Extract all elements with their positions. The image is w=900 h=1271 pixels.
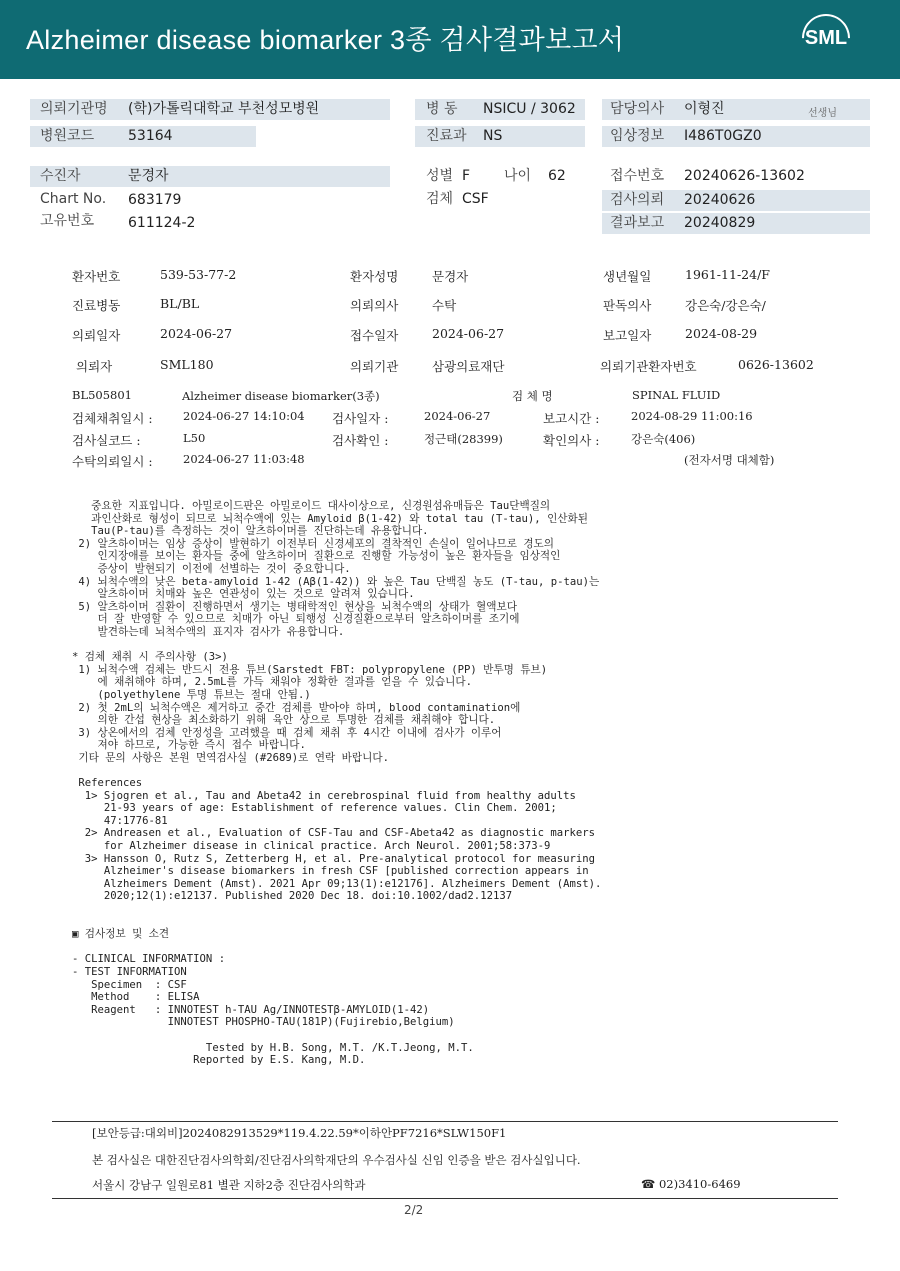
receipt-label: 접수번호 bbox=[610, 168, 665, 184]
id-value: 611124-2 bbox=[128, 215, 196, 231]
body-line: 1> Sjogren et al., Tau and Abeta42 in cerebrospinal fluid from healthy adults bbox=[72, 789, 576, 802]
security-line: [보안등급:대외비]2024082913529*119.4.22.59*이하안PF7216*SLW150F1 bbox=[92, 1126, 507, 1140]
body-line: 기타 문의 사항은 본원 면역검사실 (#2689)로 연락 바랍니다. bbox=[72, 751, 389, 764]
form-value: 2024-06-27 bbox=[432, 326, 505, 341]
confirm-label: 검사확인 : bbox=[332, 433, 389, 448]
body-line: 3> Hansson O, Rutz S, Zetterberg H, et al. Pre-analytical protocol for measuring bbox=[72, 852, 595, 865]
age-value: 62 bbox=[548, 168, 566, 184]
patient-value: 문경자 bbox=[128, 168, 169, 184]
body-line: 인지장애를 보이는 환자들 중에 알츠하이머 질환으로 진행할 가능성이 높은 환자들을 임상적인 bbox=[72, 550, 561, 563]
clinical-value: I486T0GZ0 bbox=[684, 128, 762, 144]
patient-label: 수진자 bbox=[40, 168, 81, 184]
body-line: (polyethylene 투명 튜브는 절대 안됨.) bbox=[72, 688, 311, 701]
body-line bbox=[72, 1029, 601, 1042]
test-name: Alzheimer disease biomarker(3종) bbox=[182, 389, 380, 403]
body-line: 2) 첫 2mL의 뇌척수액은 제거하고 중간 검체를 받아야 하며, blood contamination에 bbox=[72, 701, 521, 714]
form-label: 의뢰기관환자번호 bbox=[600, 359, 697, 374]
certification-line: 본 검사실은 대한진단검사의학회/진단검사의학재단의 우수검사실 신임 인증을 받은 검사실입니다. bbox=[92, 1153, 581, 1167]
body-line bbox=[72, 941, 601, 954]
body-line: * 검체 채취 시 주의사항 (3>) bbox=[72, 651, 228, 664]
body-line: 증상이 발현되기 이전에 선별하는 것이 중요합니다. bbox=[72, 562, 351, 575]
form-label: 진료병동 bbox=[72, 298, 121, 313]
body-line: Alzheimer's disease biomarkers in fresh CSF [published correction appears in bbox=[72, 865, 589, 878]
report-value: 20240829 bbox=[684, 215, 756, 231]
form-label: 생년월일 bbox=[603, 269, 652, 284]
report-label: 결과보고 bbox=[610, 215, 665, 231]
specimen-name: SPINAL FLUID bbox=[632, 388, 721, 402]
form-value: 수탁 bbox=[432, 298, 457, 313]
form-label: 접수일자 bbox=[350, 328, 399, 343]
form-label: 환자성명 bbox=[350, 269, 399, 284]
patient-bar bbox=[30, 166, 390, 187]
body-line: 2) 알츠하이머는 임상 증상이 발현하기 이전부터 신경세포의 결착적인 손실이 일어나므로 경도의 bbox=[72, 537, 555, 550]
body-line: 중요한 지표입니다. 아밀로이드판은 아밀로이드 대사이상으로, 신경원섬유매듭은 Tau단백질의 bbox=[72, 500, 551, 512]
form-label: 의뢰일자 bbox=[72, 328, 121, 343]
body-line: 알츠하이머 치매와 높은 연관성이 있는 것으로 알려져 있습니다. bbox=[72, 588, 415, 601]
hosp-code-value: 53164 bbox=[128, 128, 173, 144]
report-time-label: 보고시간 : bbox=[543, 411, 600, 426]
doctor-suffix: 선생님 bbox=[808, 108, 837, 119]
form-value: 2024-06-27 bbox=[160, 326, 233, 341]
body-line: 4) 뇌척수액의 낮은 beta-amyloid 1-42 (Aβ(1-42)) 와 높은 Tau 단백질 농도 (T-tau, p-tau)는 bbox=[72, 575, 600, 588]
body-line: Tau(P-tau)를 측정하는 것이 알츠하이머를 진단하는데 유용합니다. bbox=[72, 525, 429, 538]
ward-value: NSICU / 3062 bbox=[483, 101, 576, 117]
report-title: Alzheimer disease biomarker 3종 검사결과보고서 bbox=[26, 25, 625, 55]
ward-label: 병 동 bbox=[426, 101, 458, 117]
approve-value: 강은숙(406) bbox=[631, 432, 696, 446]
form-value: 0626-13602 bbox=[738, 357, 814, 372]
exam-date-label: 검사일자 : bbox=[332, 411, 389, 426]
body-line: 3) 상온에서의 검체 안정성을 고려했을 때 검체 채취 후 4시간 이내에 검사가 이루어 bbox=[72, 726, 502, 739]
sex-value: F bbox=[462, 168, 471, 184]
accept-value: 2024-06-27 11:03:48 bbox=[183, 452, 305, 466]
form-value: 2024-08-29 bbox=[685, 326, 758, 341]
body-line: 발견하는데 뇌척수액의 표지자 검사가 유용합니다. bbox=[72, 625, 345, 638]
body-line: 47:1776-81 bbox=[72, 814, 168, 827]
collect-value: 2024-06-27 14:10:04 bbox=[183, 409, 305, 423]
hospital-value: (학)가톨릭대학교 부천성모병원 bbox=[128, 101, 320, 117]
sex-label: 성별 bbox=[426, 168, 454, 184]
form-label: 환자번호 bbox=[72, 269, 121, 284]
chart-label: Chart No. bbox=[40, 191, 107, 207]
page-number: 2/2 bbox=[404, 1203, 424, 1217]
age-label: 나이 bbox=[504, 168, 532, 184]
request-value: 20240626 bbox=[684, 192, 756, 208]
body-line: INNOTEST PHOSPHO-TAU(181P)(Fujirebio,Belgium) bbox=[72, 1016, 455, 1029]
body-line: 2020;12(1):e12137. Published 2020 Dec 18. doi:10.1002/dad2.12137 bbox=[72, 890, 513, 903]
body-line: 더 잘 반영할 수 있으므로 치매가 아닌 퇴행성 신경질환으로부터 알츠하이머를 조기에 bbox=[72, 613, 520, 626]
specimen-value: CSF bbox=[462, 191, 489, 207]
report-body bbox=[72, 500, 601, 1067]
lab-label: 검사실코드 : bbox=[72, 433, 141, 448]
hospital-label: 의뢰기관명 bbox=[40, 101, 108, 117]
form-value: BL/BL bbox=[160, 296, 200, 311]
approve-label: 확인의사 : bbox=[543, 433, 600, 448]
receipt-value: 20240626-13602 bbox=[684, 168, 805, 184]
doctor-value: 이형진 bbox=[684, 101, 725, 117]
form-label: 판독의사 bbox=[603, 298, 652, 313]
body-line bbox=[72, 903, 601, 916]
logo-text: SML bbox=[804, 27, 848, 49]
address-line: 서울시 강남구 일원로81 별관 지하2층 진단검사의학과 bbox=[92, 1178, 366, 1192]
body-line: - TEST INFORMATION bbox=[72, 965, 187, 978]
form-label: 의뢰의사 bbox=[350, 298, 399, 313]
body-line: Tested by H.B. Song, M.T. /K.T.Jeong, M.T. bbox=[72, 1041, 474, 1054]
body-line: Alzheimers Dement (Amst). 2021 Apr 09;13(1):e12176]. Alzheimers Dement (Amst). bbox=[72, 877, 602, 890]
form-value: 문경자 bbox=[432, 269, 469, 284]
report-time-value: 2024-08-29 11:00:16 bbox=[631, 409, 753, 423]
dept-value: NS bbox=[483, 128, 503, 144]
request-label: 검사의뢰 bbox=[610, 192, 665, 208]
body-line: Reported by E.S. Kang, M.D. bbox=[72, 1054, 366, 1067]
phone-line: ☎ 02)3410-6469 bbox=[641, 1177, 741, 1191]
body-line: 21-93 years of age: Establishment of reference values. Clin Chem. 2001; bbox=[72, 802, 557, 815]
form-value: 1961-11-24/F bbox=[685, 267, 770, 282]
esign-note: (전자서명 대체함) bbox=[684, 453, 775, 467]
form-value: 539-53-77-2 bbox=[160, 267, 237, 282]
body-line bbox=[72, 764, 601, 777]
form-label: 의뢰자 bbox=[76, 359, 113, 374]
body-line: Reagent : INNOTEST h-TAU Ag/INNOTESTβ-AMYLOID(1-42) bbox=[72, 1003, 430, 1016]
clinical-label: 임상정보 bbox=[610, 128, 665, 144]
hosp-code-label: 병원코드 bbox=[40, 128, 95, 144]
footer-bottom-divider bbox=[52, 1198, 838, 1199]
body-line: 과인산화로 형성이 되므로 뇌척수액에 있는 Amyloid β(1-42) 와 total tau (T-tau), 인산화된 bbox=[72, 512, 589, 525]
form-label: 보고일자 bbox=[603, 328, 652, 343]
footer-top-divider bbox=[52, 1121, 838, 1122]
body-line: 의한 간섭 현상을 최소화하기 위해 육안 상으로 투명한 검체를 채취해야 합니다. bbox=[72, 714, 496, 727]
id-label: 고유번호 bbox=[40, 213, 95, 229]
body-line: for Alzheimer disease in clinical practice. Arch Neurol. 2001;58:373-9 bbox=[72, 840, 551, 853]
form-value: 강은숙/강은숙/ bbox=[685, 298, 766, 313]
sml-logo bbox=[800, 12, 852, 64]
accept-label: 수탁의뢰일시 : bbox=[72, 454, 153, 469]
test-code: BL505801 bbox=[72, 388, 132, 402]
body-line: References bbox=[72, 777, 143, 790]
form-value: 삼광의료재단 bbox=[432, 359, 505, 374]
specimen-label: 검체 bbox=[426, 191, 454, 207]
body-line: ▣ 검사정보 및 소견 bbox=[72, 928, 170, 941]
body-line: - CLINICAL INFORMATION : bbox=[72, 953, 226, 966]
body-line: Method : ELISA bbox=[72, 991, 200, 1004]
lab-value: L50 bbox=[183, 431, 206, 445]
body-line: 5) 알츠하이머 질환이 진행하면서 생기는 병태학적인 현상을 뇌척수액의 상태가 혈액보다 bbox=[72, 600, 517, 613]
body-line: 1) 뇌척수액 검체는 반드시 전용 튜브(Sarstedt FBT: polypropylene (PP) 반투명 튜브) bbox=[72, 663, 548, 676]
body-line bbox=[72, 639, 601, 652]
chart-value: 683179 bbox=[128, 192, 182, 208]
exam-date-value: 2024-06-27 bbox=[424, 409, 491, 423]
body-line: Specimen : CSF bbox=[72, 978, 187, 991]
collect-label: 검체채취일시 : bbox=[72, 411, 153, 426]
doctor-label: 담당의사 bbox=[610, 101, 665, 117]
body-line: 져야 하므로, 가능한 즉시 접수 바랍니다. bbox=[72, 739, 306, 752]
form-label: 의뢰기관 bbox=[350, 359, 399, 374]
confirm-value: 정근태(28399) bbox=[424, 432, 503, 446]
body-line bbox=[72, 916, 601, 929]
specimen-name-label: 검 체 명 bbox=[512, 389, 553, 403]
dept-label: 진료과 bbox=[426, 128, 467, 144]
body-line: 에 채취해야 하며, 2.5mL를 가득 채워야 정확한 결과를 얻을 수 있습니다. bbox=[72, 676, 473, 689]
form-value: SML180 bbox=[160, 357, 214, 372]
body-line: 2> Andreasen et al., Evaluation of CSF-Tau and CSF-Abeta42 as diagnostic markers bbox=[72, 827, 595, 840]
